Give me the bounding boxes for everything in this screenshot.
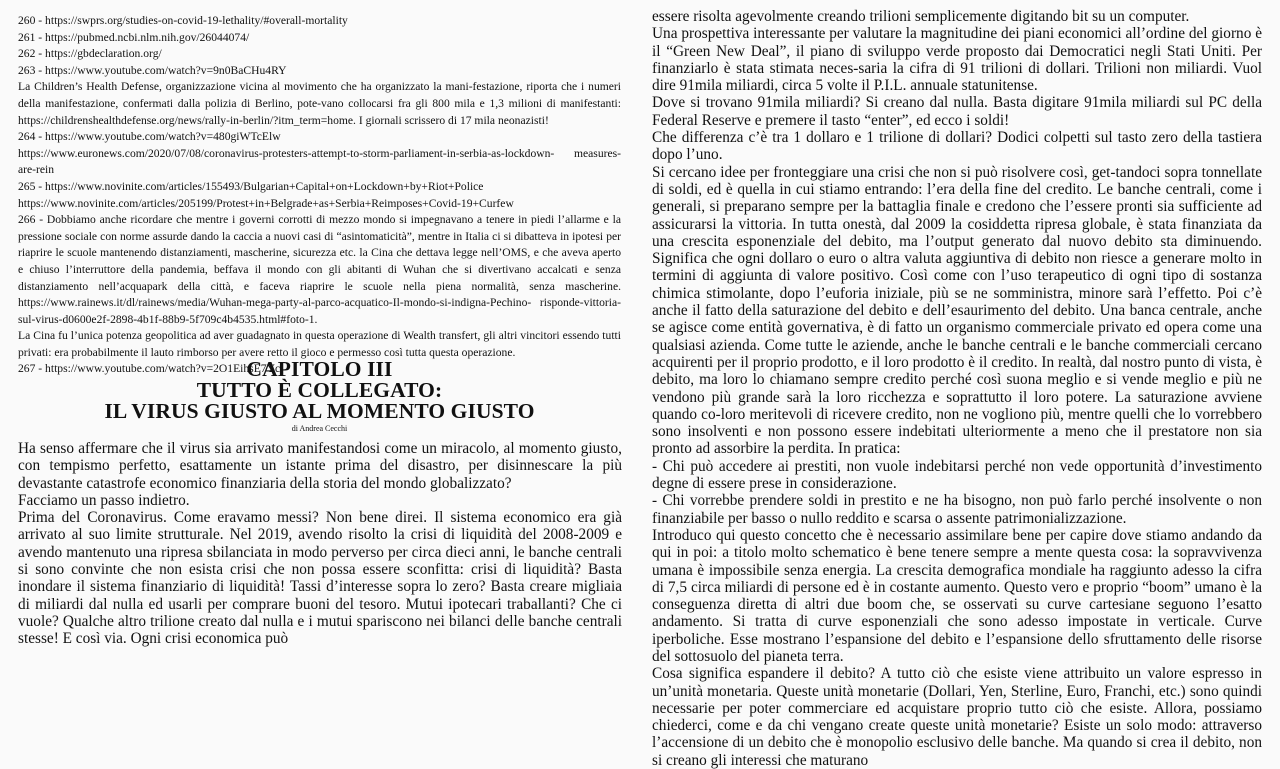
- footnote: 264 - https://www.youtube.com/watch?v=480giWTcElw: [18, 130, 281, 144]
- paragraph: Dove si trovano 91mila miliardi? Si creano dal nulla. Basta digitare 91mila miliardi sul PC della Federal Reserve e premere il tasto “enter”, ed ecco i soldi!: [652, 94, 1262, 129]
- chapter-number: CAPITOLO III: [246, 357, 393, 381]
- list-item: - Chi può accedere ai prestiti, non vuole indebitarsi perché non vede opportunità d’investimento degne di essere prese in considerazione.: [652, 457, 1262, 493]
- footnote: 262 - https://gbdeclaration.org/: [18, 47, 162, 61]
- footnotes-section: [18, 13, 621, 381]
- footnote: 266 - Dobbiamo anche ricordare che mentre i governi corrotti di mezzo mondo si impegnavano a tenere in piedi l’allarme e la pressione sociale con norme assurde dando la caccia a nuovi casi di “asintomaticità”, mentre in Italia ci si dibatteva in ipotesi per riaprire le scuole mantenendo distanziamenti, mascherine, sicurezza etc. la Cina che dettava legge nell’OMS, e che aveva aperto e chiuso l’interruttore della pandemia, beffava il mondo con gli abitanti di Wuhan che si divertivano accalcati e senza distanziamento nell’acquapark della città, e faceva riaprire le scuole nella piena normalità, senza mascherine. https://www.rainews.it/dl/rainews/media/Wuhan-mega-party-al-parco-acquatico-Il-mondo-si-indigna-Pechino- risponde-vittoria-sul-virus-d0600e2f-2898-4b1f-88b9-5f709c4b4535.html#foto-1.: [18, 213, 621, 326]
- footnote: La Cina fu l’unica potenza geopolitica ad aver guadagnato in questa operazione di Wealth transfert, gli altri vincitori essendo tutti privati: era probabilmente il lauto rimborso per avere retto il gioco e permesso così tutta questa operazione.: [18, 329, 621, 359]
- footnote: https://www.novinite.com/articles/205199/Protest+in+Belgrade+as+Serbia+Reimposes+Covid-19+Curfew: [18, 196, 514, 210]
- footnote: La Children’s Health Defense, organizzazione vicina al movimento che ha organizzato la mani-festazione, riporta che i numeri della manifestazione, confermati dalla polizia di Berlino, pote-vano collocarsi fra gli 800 mila e 1,3 milioni di manifestanti: https://childrenshealthdefense.org/news/rally-in-berlin/?itm_term=home. I giornali scrissero di 17 mila neonazisti!: [18, 80, 621, 127]
- paragraph: Facciamo un passo indietro.: [18, 491, 190, 509]
- chapter-author: di Andrea Cecchi: [291, 424, 348, 433]
- chapter-title-line-1: TUTTO È COLLEGATO:: [196, 378, 443, 402]
- footnote: 263 - https://www.youtube.com/watch?v=9n0BaCHu4RY: [18, 63, 287, 77]
- right-column-body: [652, 8, 1262, 769]
- paragraph: Una prospettiva interessante per valutare la magnitudine dei piani economici all’ordine del giorno è il “Green New Deal”, il piano di sviluppo verde proposto dai Democratici negli Stati Uniti. Per finanziarlo è stata stimata neces-saria la cifra di 91 trilioni di dollari. Trilioni non miliardi. Vuol dire 91mila miliardi, circa 5 volte il P.I.L. annuale statunitense.: [652, 25, 1262, 95]
- footnote: 267 - https://www.youtube.com/watch?v=2O1EihsE7Yc: [18, 362, 281, 376]
- paragraph: Cosa significa espandere il debito? A tutto ciò che esiste viene attribuito un valore espresso in un’unità monetaria. Queste unità monetarie (Dollari, Yen, Sterline, Euro, Franchi, etc.) sono quindi necessarie per poter commerciare ed acquistare proprio tutto ciò che esiste. Allora, possiamo chiederci, come e da chi vengano create queste unità monetarie? Esiste un solo modo: attraverso l’accensione di un debito che è monopolio esclusivo delle banche. Ma quando si crea il debito, non si creano gli interessi che maturano: [652, 665, 1262, 769]
- paragraph: essere risolta agevolmente creando trilioni semplicemente digitando bit su un computer.: [652, 8, 1190, 25]
- paragraph: Ha senso affermare che il virus sia arrivato manifestandosi come un miracolo, al momento giusto, con tempismo perfetto, esattamente un istante prima del disastro, per disinnescare la più devastante catastrofe economico finanziaria della storia del mondo globalizzato?: [18, 440, 622, 492]
- paragraph: Che differenza c’è tra 1 dollaro e 1 trilione di dollari? Dodici colpetti sul tasto zero della tastiera dopo l’uno.: [652, 129, 1262, 164]
- list-item: - Chi vorrebbe prendere soldi in prestito e ne ha bisogno, non può farlo perché insolvente o non finanziabile per basso o nullo reddito e scarsa o assente patrimonializzazione.: [652, 492, 1262, 527]
- chapter-heading: [18, 359, 621, 434]
- chapter-title-line-2: IL VIRUS GIUSTO AL MOMENTO GIUSTO: [104, 399, 535, 423]
- left-column-body: [18, 440, 622, 648]
- footnote: 261 - https://pubmed.ncbi.nlm.nih.gov/26044074/: [18, 30, 250, 44]
- footnote: 265 - https://www.novinite.com/articles/155493/Bulgarian+Capital+on+Lockdown+by+Riot+Police: [18, 179, 484, 193]
- footnote: 260 - https://swprs.org/studies-on-covid-19-lethality/#overall-mortality: [18, 14, 348, 27]
- paragraph: Introduco qui questo concetto che è necessario assimilare bene per capire dove stiamo andando da qui in poi: a titolo molto schematico è bene tenere sempre a mente questa cosa: la sopravvivenza umana è impossibile senza energia. La crescita demografica mondiale ha raggiunto adesso la cifra di 7,5 circa miliardi di persone ed è in costante aumento. Questo vero e proprio “boom” umano è la conseguenza diretta di altri due boom che, se osservati su curve cartesiane seguono l’esatto andamento. Si tratta di curve esponenziali che sono adesso impostate in verticale. Curve iperboliche. Esse mostrano l’espansione del debito e l’espansione dello sfruttamento delle risorse del sottosuolo del pianeta terra.: [652, 526, 1262, 665]
- paragraph: Si cercano idee per fronteggiare una crisi che non si può risolvere così, get-tandoci sopra tonnellate di soldi, ed è quella in cui stiamo entrando: l’era della fine del credito. Le banche centrali, come i generali, si preparano sempre per la battaglia finale e credono che l’essere pronti sia sufficiente ad assicurarsi la vittoria. In tutta onestà, dal 2009 la cosiddetta ripresa globale, è stata finanziata da una crescita esponenziale del debito, ma l’output generato dal nuovo debito sta diminuendo. Significa che ogni dollaro o euro o altra valuta aggiuntiva di debito non riesce a generare molto in termini di aggiunta di valore positivo. Così come con l’uso terapeutico di ogni tipo di sostanza chimica stimolante, dopo l’euforia iniziale, più se ne somministra, minore sarà l’effetto. Poi c’è anche il fatto della saturazione del debito e dell’esaurimento del debito. Una banca centrale, anche se agisce come entità governativa, è di fatto un organismo commerciale privato ed opera come una qualsiasi azienda. Come tutte le aziende, anche le banche centrali e le banche commerciali cercano acquirenti per il proprio prodotto, e il loro prodotto è il credito. In realtà, dal nostro punto di vista, è debito, ma loro lo chiamano sempre credito perché così suona meglio e si vende meglio e più ne vendono più grande sarà la loro ricchezza e soprattutto il loro potere. La saturazione avviene quando co-loro meritevoli di ricevere credito, non ne vogliono più, mentre quelli che lo vorrebbero sono insolventi e non possono essere indebitati ulteriormente a meno che il prestatore non sia pronto ad assorbire la perdita. In pratica:: [652, 163, 1262, 458]
- footnote: https://www.euronews.com/2020/07/08/coronavirus-protesters-attempt-to-storm-parliament-in-serbia-as-lockdown- measures-are-rein: [18, 146, 621, 177]
- paragraph: Prima del Coronavirus. Come eravamo messi? Non bene direi. Il sistema economico era già arrivato al suo limite strutturale. Nel 2019, avendo risolto la crisi di liquidità del 2008-2009 e avendo mantenuto una ripresa sbilanciata in modo perverso per circa dieci anni, le banche centrali si sono convinte che non esista crisi che non possa essere sconfitta: crisi di liquidità? Basta inondare il sistema finanziario di liquidità! Tassi d’interesse sopra lo zero? Basta creare migliaia di miliardi dal nulla ed usarli per comprare buoni del tesoro. Mutui ipotecari traballanti? Che ci vuole? Qualche altro trilione creato dal nulla e i mutui spariscono nei bilanci delle banche centrali stesse! E così via. Ogni crisi economica può: [18, 509, 622, 648]
